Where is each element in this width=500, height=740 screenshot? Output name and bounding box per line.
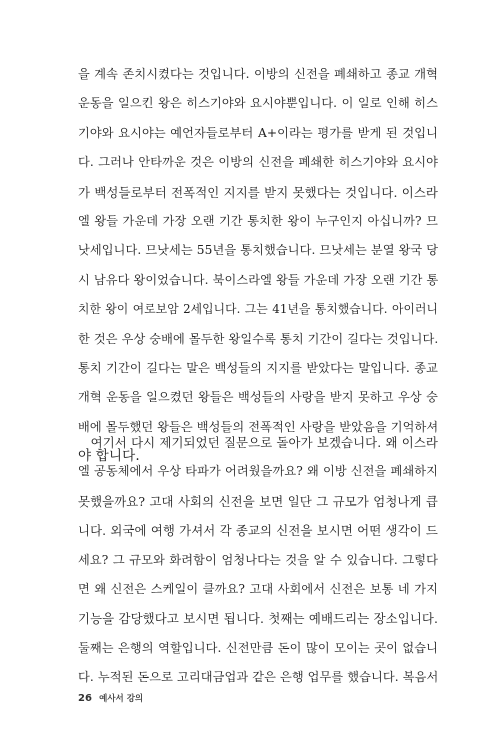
text-line: 여기서 다시 제기되었던 질문으로 돌아가 보겠습니다. 왜 이스라 [78,435,438,450]
text-line: 통치 기간이 길다는 말은 백성들의 지지를 받았다는 말입니다. 종교 [78,360,438,375]
text-line: 못했을까요? 고대 사회의 신전을 보면 일단 그 규모가 엄청나게 큽 [78,493,438,509]
text-line: 둘째는 은행의 역할입니다. 신전만큼 돈이 많이 모이는 곳이 없습니 [78,640,438,655]
text-line: 야 합니다. [78,448,140,465]
text-line: 배에 몰두했던 왕들은 백성들의 전폭적인 사랑을 받았음을 기억하셔 [78,419,439,434]
text-line: 한 것은 우상 숭배에 몰두한 왕일수록 통치 기간이 길다는 것입니다. [78,331,439,346]
text-line: 면 왜 신전은 스케일이 클까요? 고대 사회에서 신전은 보통 네 가지 [78,581,438,596]
text-line: 시 남유다 왕이었습니다. 북이스라엘 왕들 가운데 가장 오랜 기간 통 [78,272,439,287]
text-line: 운동을 일으킨 왕은 히스기야와 요시야뿐입니다. 이 일로 인해 히스 [78,96,438,111]
text-line: 세요? 그 규모와 화려함이 엄청나다는 것을 알 수 있습니다. 그렇다 [78,552,438,567]
text-line: 기야와 요시야는 예언자들로부터 A+이라는 평가를 받게 된 것입니 [78,125,438,140]
text-line: 치한 왕이 여로보암 2세입니다. 그는 41년을 통치했습니다. 아이러니 [78,302,438,317]
paragraph-1 [78,60,438,471]
text-line: 다. 누적된 돈으로 고리대금업과 같은 은행 업무를 했습니다. 복음서 [78,670,439,685]
text-line: 엘 왕들 가운데 가장 오랜 기간 통치한 왕이 누구인지 아십니까? 므 [78,213,438,228]
page-number: 26 [78,693,92,704]
text-line: 낫세입니다. 므낫세는 55년을 통치했습니다. 므낫세는 분열 왕국 당 [78,243,439,258]
text-line: 을 계속 존치시켰다는 것입니다. 이방의 신전을 폐쇄하고 종교 개혁 [78,67,438,81]
text-line: 가 백성들로부터 전폭적인 지지를 받지 못했다는 것입니다. 이스라 [78,184,438,200]
text-line: 기능을 감당했다고 보시면 됩니다. 첫째는 예배드리는 장소입니다. [78,611,438,627]
text-line: 니다. 외국에 여행 가셔서 각 종교의 신전을 보시면 어떤 생각이 드 [78,523,438,539]
page-footer [78,692,143,704]
text-line: 엘 공동체에서 우상 타파가 어려웠을까요? 왜 이방 신전을 폐쇄하지 [78,464,438,479]
text-line: 개혁 운동을 일으켰던 왕들은 백성들의 사랑을 받지 못하고 우상 숭 [78,390,438,405]
running-title: 예사서 강의 [99,694,144,704]
text-line: 다. 그러나 안타까운 것은 이방의 신전을 폐쇄한 히스기야와 요시야 [78,155,438,170]
paragraph-2 [78,428,438,693]
